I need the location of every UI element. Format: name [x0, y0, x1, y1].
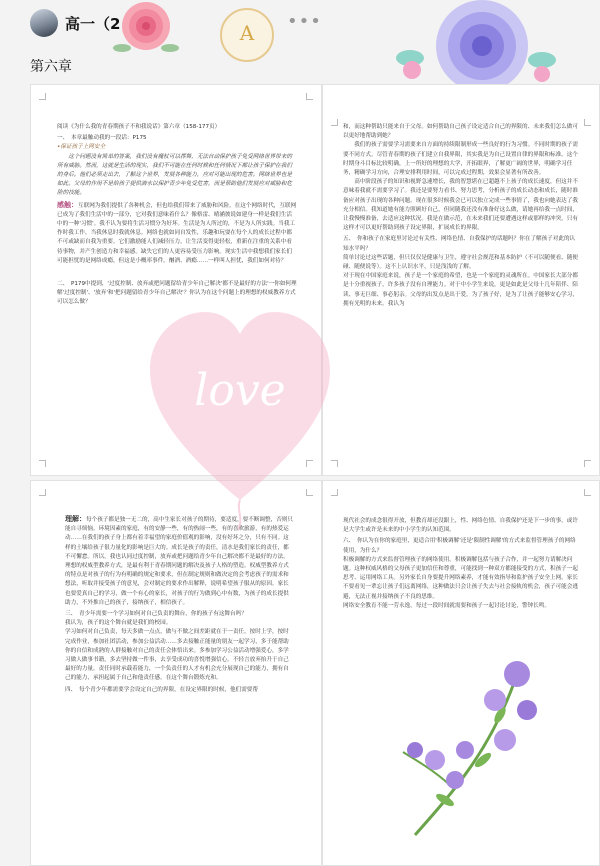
question-4: 四、 每个青少年都需要学会设定自己的界限，在设定界限的时候，他们需要帮 [65, 686, 258, 693]
group-title: 高一（2 [65, 15, 121, 33]
page2-para-2: 我们的孩子需要学习需要来自方面的持续限制形成一些良好的行为习惯。不同时期的孩子需要不同方式。尽管青春期的孩子们建立自我界限，其实我是为自己设置自律的界限和标准。这个时期身斗目标比较明确，上一所好的理想的大学，开拓眼界，了解更广阔的世界，明确学习任务，精确学习方向，合理安排利用时间，可以完成过程期，效果会显著有所改善。 [343, 142, 578, 177]
chapter-heading: 第六章 [30, 59, 72, 75]
page2-para-1: 和，而这种帮助只能来自于父母。如何帮助自己孩子设定适合自己的界限的、未来我们怎么做可以更好地帮助到她？ [343, 124, 578, 140]
ganwu-text: 互联网为我们提供了各种机会，但也给我们带来了威胁和风险。在这个网络时代，互联网已成为了我们生活中的一部分，它对我们意味着什么？像格雷、晴涵彼说如建身一样是我们生活中的一种'习惯'。我不认为要将生活习惯分为好坏。生活是为人所过的，不是为人所实践。当我工作时我工作，当我休息时我就休息。网络也就如同自发性，乐趣和玩耍在每个人的成长过程中都不可或缺而自我为重要。它们激励能人们减轻压力，让生活变得更轻松，重新在注重的关系中看待事物，并产生创造力和幸福感。缺失它们的人更容易受压力影响。现实生活中我想我们家长们可能担忧的是网络成瘾，但这是小概率事件。酗酒、酒瘾……一样叫人担忧，我们如何对待？ [57, 202, 297, 264]
purple-flowers-sticker [395, 640, 545, 840]
corner-mark [39, 489, 46, 496]
page2-para-4: 简单讨论过这些话题，但只仅仅是健康与卫生，遵守社会规范和基本防护（不可以随便看、随便碰、随便说等）。这不上认识水平，只是浅浅的了解。 [343, 254, 578, 271]
corner-mark [39, 93, 46, 100]
page4-para-1: 现代社会的成念很得开放，但教育却还没跟上，性、网络色情、自我保护还是下一步的事，或许是大学生或许是未来的中小学生的认知范围。 [343, 518, 578, 534]
page2-para-5: 对于现在中国家庭来说，孩子是一个家庭的希望，也是一个家庭的灵魂所在。中国家长大部分都是十分重视孩子，许多孩子没有自理能力。对于中小学生来说，更是如此是父母十几年陪伴、陪读、事无巨细、事必躬亲。父母的出发点是出于爱，为了孩子好，是为了让孩子能够安心学习，拥有光明的未来。我认为 [343, 273, 578, 307]
corner-mark [331, 489, 338, 496]
corner-mark [306, 489, 313, 496]
page3-para-4: 学习如何对自己负责，每天多做一点点，做与不做之间差距就在于一责任。按时上学，按时完成作业，参加社团活动，参加公益活动……多去接触正能量的朋友一起学习，多于能帮助你的自信和成熟的人群接触对自己的责任会体悟出来。多参加学习公益活动增强爱心，多学习做人做事书籍，多去坚持做一件事，去享受成功的喜悦增强信心。不轻言放弃抬升于自己最好的力量。责任同时承载着能力，一个负责任的人才有机会充分展现自己的能力，拥有自己的能力，承担起属于自己和他责任感，在这个舞台锻炼充和。 [65, 629, 289, 682]
page3-para-3: 我认为，孩子的这个舞台就是我们的校园。 [65, 620, 172, 627]
gold-stamp-sticker: A [220, 8, 274, 62]
question-2: 二、 P179中提到，'过度控制、放弃或把问题留给青少年自己解决'都不是最好的方法'一你如何理解'过度控制'、'放弃'和'把问题留给青少年自己解决'？你认为在这个问题上的理想的权威教养方式可以怎么做？ [57, 281, 297, 306]
lijie-label: 理解： [65, 515, 86, 523]
corner-mark [331, 460, 338, 467]
quote-title: •保证孩子上网安全 [57, 144, 106, 151]
ganwu-label: 感触： [57, 200, 78, 209]
question-5: 五、 你和孩子在家庭里讨论过有关性、网络色情、自我保护的话题吗？你在了解孩子对此的认知水平吗？ [343, 236, 576, 252]
corner-mark [584, 460, 591, 467]
question-1: 一、 本章最触动我的一段话：P175 [57, 135, 147, 142]
page3-para-1: 每个孩子都是独一无二的，高中生家长对孩子的期待，要适度，要不断调整，否则只能自寻烦恼。环境因素的家庭，有的安静一些，有的热闹一些，有的喜欢旅游，有的热爱运动……在我们的孩子身上都有着幸福望的家庭价值观的影响，没有好坏之分，只有不同。这样的土壤给孩子很力量化的影响是巨大的。成长是孩子的责任，清水是我们家长的责任，都不可懈怠。所以，我也认同过度控制，放弃或把问题给青少年自己解决都不是最好的方法。 [65, 517, 293, 560]
page4-para-2: 积极调解的方式来监督管理孩子的网络使用。积极调解包括与孩子合作，并一起努力请解决问题。这种权威风格的父母孩子更加信任和尊重，可能找到一种双方都能接受的方式，积孩子一起思考、运用网络工具。另外家长自身要提升网络素养，才能有效指导和监护孩子安全上网。家长不要看见一辈忘让孩子们远离网络，这种做法只会让孩子失去与社会接轨的机会，孩子可能会逃避，无法正视并接纳孩子不良的思维。 [343, 556, 578, 600]
quote-text: 这个问题没有简单的答案，我们没有魔杖可以挥舞，无法自动保护孩子免受网络世界带来的所有威胁。然而，这就是生活的现实，我们不可能在任何时候和任何情况下都让孩子保护在我们的身后。他们必须走出去，了解这个世界，发展各种能力，应对可能出现的危害。网络世界也是如此。父母的作用不是给孩子提供滴水以保护青少年免受危害，而是帮助他们发展应对威胁和危险的技能。 [57, 153, 292, 197]
balloon-text: love [194, 365, 286, 416]
page3-para-2: 理想的权威型教养方式，是最有利于青春期问题的解决及孩子人格的塑造。权威型教养方式的特点是对孩子的行为有明确的规定和要求，但在制定规则和做决定的会考虑孩子的需求和想法，听取并接受孩子的意见，会对制定的要求作出解释，说明希望孩子服从的原因。家长也要爱真自己的学习，做一个有心的家长，对孩子的行为做到心中有数，为孩子的成长提供助力，不外推自己的孩子，接纳孩子，相信孩子。 [65, 563, 289, 606]
corner-mark [331, 119, 338, 126]
more-dots-icon[interactable]: ••• [287, 11, 322, 32]
corner-mark [306, 93, 313, 100]
page2-para-3: 高中阶段孩子的知识和视野急速增长，我的智慧堪在已超越不上孩子的成长速度，但这并不意味着我就不需要学习了。我还是要努力看书、努力思考，分析孩子的成长动态和成长，随时准备应对孩子出现的各种问题。现在很多时候我会已可以独立完成一些事情了，我也向她表达了我充分相信。我知道她有能力照顾好自己，但同随我还没有准备好这么做，请她再给我一点时间，让我慢慢准备，去适应这种状况。我是在做示范，在未来我们还要遭遇这样或那样的冲突，只有这样才可以更好帮助到孩子设定界限，扩展成长的界限。 [343, 179, 578, 232]
reading-heading: 阅读《为什么我的青春期孩子不和我说话》第六章（158-177页） [57, 124, 221, 130]
question-3: 三、 青少年需要一个学习如何对自己负责的舞台，你的孩子有这舞台吗？ [65, 611, 247, 618]
page-card-2[interactable] [322, 84, 600, 476]
corner-mark [584, 489, 591, 496]
page-card-3[interactable] [30, 480, 322, 866]
corner-mark [306, 460, 313, 467]
avatar[interactable] [30, 9, 58, 37]
question-6: 六、 你认为在你的家庭里，更适合用'积极调解'还是'限制性调解'的方式来监督管理孩子的网络使用，为什么？ [343, 538, 576, 554]
corner-mark [584, 119, 591, 126]
page4-para-3: 网络安全教育不能一劳永逸，每过一段时间就需要和孩子一起讨论讨论，警钟长鸣。 [343, 602, 550, 609]
corner-mark [39, 460, 46, 467]
page-card-1[interactable] [30, 84, 322, 476]
pink-rose-sticker [112, 0, 180, 58]
